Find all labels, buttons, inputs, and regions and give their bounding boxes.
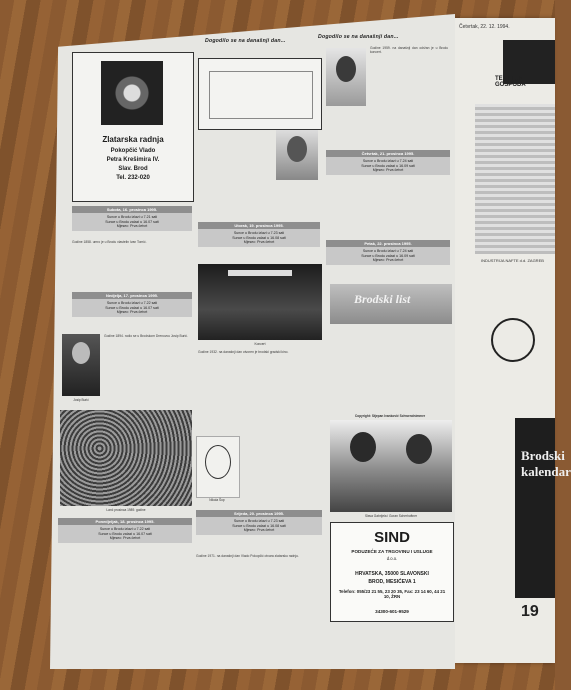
day-card-body <box>198 229 320 247</box>
day-card-16 <box>72 206 192 231</box>
day-card-line: Mjesec: Prva četvrt <box>116 310 148 315</box>
sind-phones: Telefon: 055/23 21 55, 23 20 35, Fax: 23 14 60, 44 21 10, ŽRN <box>338 589 446 600</box>
day-card-18 <box>58 518 192 543</box>
brodski-sign-photo <box>330 284 452 324</box>
article-text-mid-2 <box>198 350 322 434</box>
article-text-mid-1 <box>198 132 272 222</box>
portrait-photo-young <box>326 48 366 106</box>
day-card-date: Utorak, 19. prosinca 1995. <box>198 222 320 229</box>
article-opener: Godine 1894. rodio se u Brodskom Drenovcu Josip Burić. <box>104 334 188 338</box>
day-card-line: Mjesec: Prva četvrt <box>243 528 275 533</box>
second-paper-date: Četvrtak, 22. 12. 1994. <box>459 24 510 30</box>
day-card-line: Sunce u Brodu zalazi u 16.08 sati <box>232 523 286 528</box>
sketch-face <box>205 445 231 479</box>
article-opener: Godine 1858. umro je u Brodu vlastelin Ivan Tomić. <box>72 240 147 244</box>
sind-account: 34300-601-9529 <box>375 609 409 614</box>
day-card-line: Sunce u Brodu izlazi u 7.24 sati <box>362 249 414 253</box>
article-text-right-3 <box>328 328 452 414</box>
day-card-date: Četvrtak, 21. prosinca 1995. <box>326 150 450 157</box>
memorial-notice <box>198 58 322 130</box>
day-card-line: Mjesec: Prva četvrt <box>109 536 141 541</box>
day-card-line: Sunce u Brodu zalazi u 16.07 sati <box>105 219 159 224</box>
portrait-photo-elder <box>276 130 318 180</box>
day-card-line: Sunce u Brodu izlazi u 7.21 sati <box>106 215 158 219</box>
second-newspaper <box>455 18 571 663</box>
second-paper-mid-ad: INDUSTRIJA NAFTE d.d. ZAGREB <box>481 258 544 263</box>
copyright-line: Copyright: Stjepan Ivanković Schwendnimmer <box>354 414 426 418</box>
day-card-line: Sunce u Brodu izlazi u 7.22 sati <box>99 527 151 531</box>
sind-title: SIND <box>374 529 410 546</box>
jewelry-phone: Tel. 232-020 <box>116 175 150 181</box>
coins-photo <box>60 410 192 506</box>
brodski-sign-text: Brodski list <box>354 292 411 306</box>
jewelry-ad <box>72 52 194 202</box>
article-text-mid-4 <box>196 554 322 618</box>
memorial-inner-frame <box>209 71 313 119</box>
concert-hall-photo <box>198 264 322 340</box>
day-card-date: Petak, 22. prosinca 1995. <box>326 240 450 247</box>
day-card-17 <box>72 292 192 317</box>
day-card-line: Sunce u Brodu zalazi u 16.08 sati <box>232 235 286 240</box>
article-text-mid-3 <box>242 436 322 506</box>
day-card-line: Sunce u Brodu zalazi u 16.09 sati <box>361 253 415 258</box>
article-opener: Godine 1932. na današnji dan otvoren je brodski gradski kino. <box>198 350 289 354</box>
day-card-body <box>58 525 192 543</box>
brodski-kalendar-title: Brodski kalendar <box>521 448 571 479</box>
ring-image <box>101 61 163 125</box>
sind-subtitle: PODUZEĆE ZA TRGOVINU I USLUGE <box>351 549 433 554</box>
company-logo-circle <box>491 318 535 362</box>
article-opener: Godine 1959. na današnji dan održan je u Brodu koncert. <box>370 46 448 55</box>
second-paper-year: 19 <box>521 603 539 620</box>
sketch-caption: Nikola Šop <box>209 498 225 502</box>
refinery-illustration <box>475 104 555 254</box>
person-2-head <box>406 434 432 464</box>
day-card-date: Srijeda, 20. prosinca 1995. <box>196 510 322 517</box>
sind-legal: d.o.o. <box>386 556 398 561</box>
day-card-body <box>326 157 450 175</box>
header-right: Dogodilo se na današnji dan... <box>318 34 399 40</box>
header-left: Dogodilo se na današnji dan... <box>205 38 286 44</box>
group-photo <box>330 420 452 512</box>
day-card-line: Mjesec: Prva četvrt <box>372 258 404 263</box>
day-card-body <box>72 299 192 317</box>
day-card-20 <box>196 510 322 535</box>
article-text-left-2 <box>104 334 192 404</box>
day-card-line: Sunce u Brodu izlazi u 7.23 sati <box>233 231 285 235</box>
day-card-line: Sunce u Brodu izlazi u 7.24 sati <box>362 159 414 163</box>
portrait-caption: Josip Burić <box>73 398 89 402</box>
portrait-photo-man <box>62 334 100 396</box>
jewelry-title: Zlatarska radnja <box>102 135 164 144</box>
jewelry-owner: Pokopčić Vlado <box>110 148 156 154</box>
day-card-line: Sunce u Brodu zalazi u 16.07 sati <box>105 305 159 310</box>
brodski-kalendar-box <box>515 418 571 598</box>
article-text-left-3 <box>56 560 192 616</box>
group-caption: Slava Gabrijela i Goran Scherhoftner <box>364 514 418 518</box>
day-card-19 <box>198 222 320 247</box>
person-1-head <box>350 432 376 462</box>
young-face <box>336 56 356 82</box>
day-card-line: Sunce u Brodu zalazi u 16.09 sati <box>361 163 415 168</box>
day-card-21 <box>326 150 450 175</box>
day-card-22 <box>326 240 450 265</box>
jewelry-street: Petra Krešimira IV. <box>106 157 160 163</box>
article-opener: Godine 1971. na današnji dan Vlado Pokopčić otvara zlatarsku radnju. <box>196 554 299 558</box>
sind-ad <box>330 522 454 622</box>
sind-address-2: BROD, MESIĆEVA 1 <box>368 579 416 585</box>
portrait-face <box>72 342 90 364</box>
elder-face <box>287 136 307 162</box>
article-text-right-1 <box>370 46 448 140</box>
day-card-line: Sunce u Brodu izlazi u 7.22 sati <box>106 301 158 305</box>
day-card-body <box>326 247 450 265</box>
day-card-date: Nedjelja, 17. prosinca 1995. <box>72 292 192 299</box>
day-card-date: Subota, 16. prosinca 1995. <box>72 206 192 213</box>
day-card-line: Mjesec: Prva četvrt <box>243 240 275 245</box>
article-text-left-1 <box>72 240 192 288</box>
coins-caption: Lanč prosinca 1989. godine <box>106 508 146 512</box>
day-card-line: Sunce u Brodu zalazi u 16.07 sati <box>98 531 152 536</box>
second-paper-top-ad: TEMELJN GOSPODA <box>495 76 526 88</box>
day-card-body <box>196 517 322 535</box>
jewelry-city: Slav. Brod <box>118 166 148 172</box>
hall-caption: Koncert <box>254 342 266 346</box>
sind-address-1: HRVATSKA, 35000 SLAVONSKI <box>355 571 429 577</box>
day-card-body <box>72 213 192 231</box>
day-card-line: Mjesec: Prva četvrt <box>372 168 404 173</box>
day-card-line: Mjesec: Prva četvrt <box>116 224 148 229</box>
day-card-line: Sunce u Brodu izlazi u 7.23 sati <box>233 519 285 523</box>
article-text-right-2 <box>326 194 450 238</box>
day-card-date: Ponedjeljak, 18. prosinca 1995. <box>58 518 192 525</box>
hall-chandelier-light <box>228 270 292 276</box>
sketch-portrait <box>196 436 240 498</box>
